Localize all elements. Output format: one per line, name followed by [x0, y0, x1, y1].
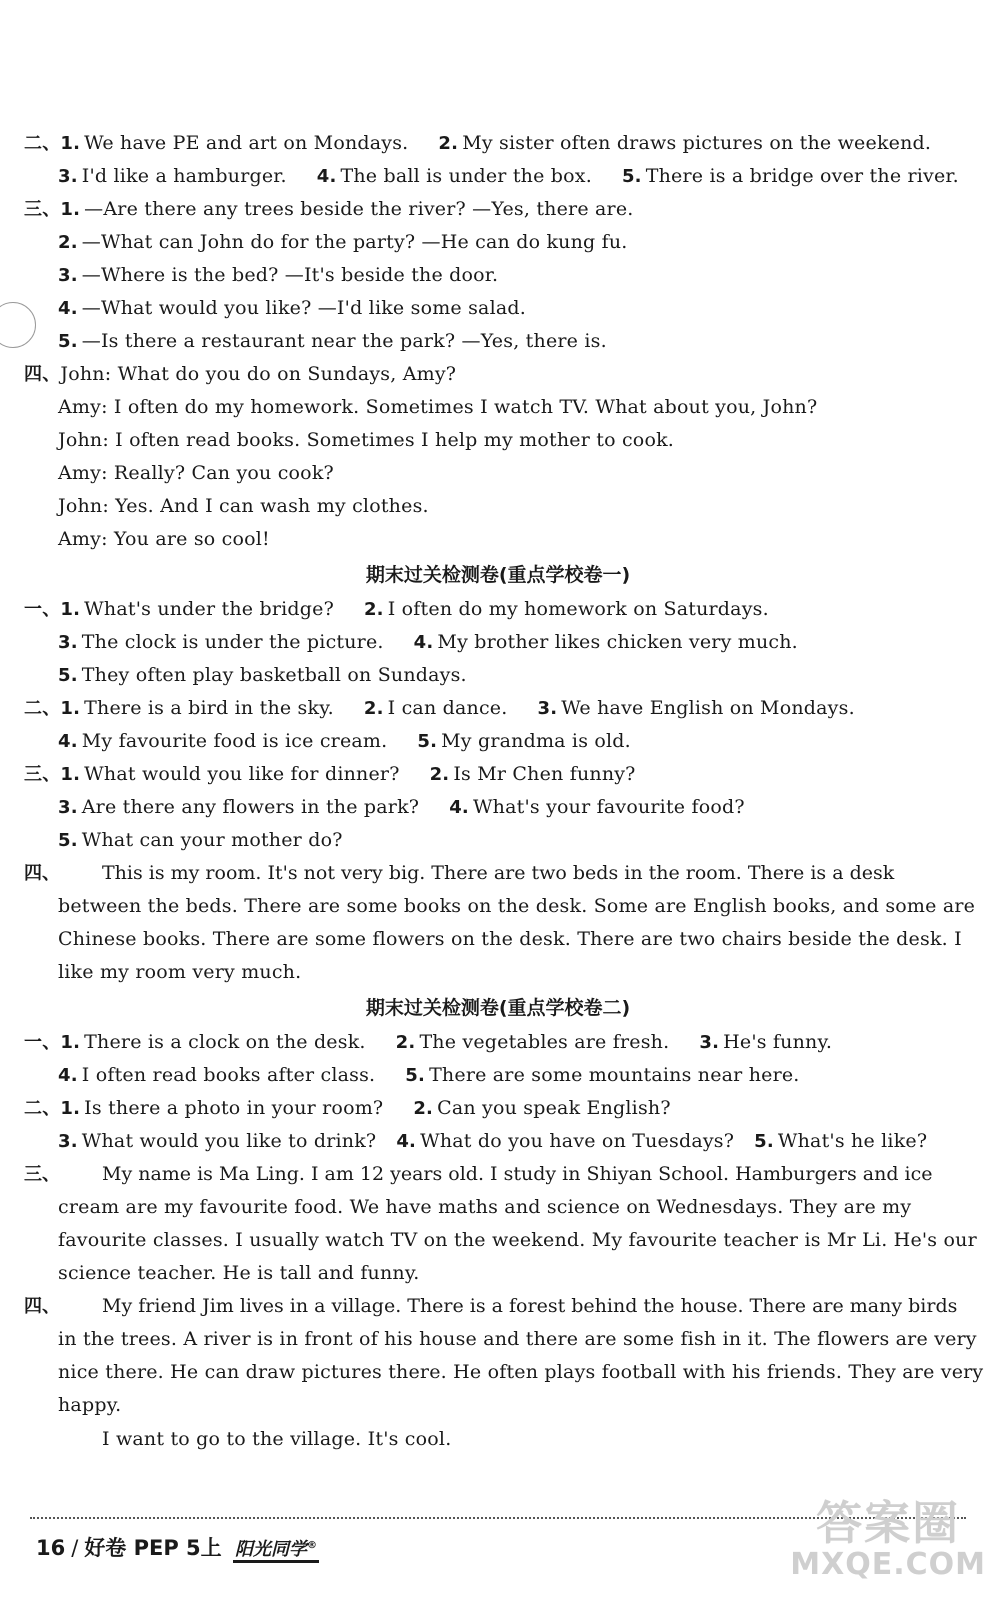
section-label: 一、: [24, 1032, 61, 1053]
a-s4-line4: Amy: Really? Can you cook?: [58, 462, 334, 484]
t1-s1-line3: 5. They often play basketball on Sundays.: [58, 664, 467, 686]
section-label: 二、: [24, 1098, 61, 1119]
a-s3-line1: 三、1. —Are there any trees beside the river? —Yes, there are.: [24, 198, 634, 220]
a-s2-line2: 3. I'd like a hamburger. 4. The ball is under the box. 5. There is a bridge over the river.: [58, 165, 959, 187]
a-s4-line1: 四、John: What do you do on Sundays, Amy?: [24, 363, 457, 385]
page-footer: 16 / 好卷 PEP 5上 阳光同学®: [36, 1532, 319, 1562]
t2-s3-line4: science teacher. He is tall and funny.: [58, 1262, 420, 1284]
section-label: 二、: [24, 133, 61, 154]
t2-s4-line5: I want to go to the village. It's cool.: [102, 1428, 452, 1450]
watermark-logo: 答案圈 MXQE.COM: [790, 1496, 986, 1582]
t2-s3-line3: favourite classes. I usually watch TV on the weekend. My favourite teacher is Mr Li. He's our: [58, 1229, 977, 1251]
t2-s3-line1: 三、 My name is Ma Ling. I am 12 years old. I study in Shiyan School. Hamburgers and ice: [24, 1161, 933, 1188]
t1-s1-line2: 3. The clock is under the picture. 4. My brother likes chicken very much.: [58, 631, 798, 653]
t2-s4-line3: nice there. He can draw pictures there. He often plays football with his friends. They are very: [58, 1361, 984, 1383]
t1-s3-line3: 5. What can your mother do?: [58, 829, 343, 851]
section-label: 三、: [24, 764, 61, 785]
a-s3-line5: 5. —Is there a restaurant near the park? —Yes, there is.: [58, 330, 607, 352]
t1-s2-line1: 二、1. There is a bird in the sky. 2. I can dance. 3. We have English on Mondays.: [24, 697, 855, 719]
t2-s4-line4: happy.: [58, 1394, 122, 1416]
test1-title: 期末过关检测卷(重点学校卷一): [365, 564, 631, 586]
a-s3-line4: 4. —What would you like? —I'd like some salad.: [58, 297, 526, 319]
t2-s1-line1: 一、1. There is a clock on the desk. 2. The vegetables are fresh. 3. He's funny.: [24, 1031, 833, 1053]
section-label: 一、: [24, 599, 61, 620]
a-s4-line6: Amy: You are so cool!: [58, 528, 270, 550]
t2-s3-line2: cream are my favourite food. We have maths and science on Wednesdays. They are my: [58, 1196, 912, 1218]
t1-s3-line1: 三、1. What would you like for dinner? 2. Is Mr Chen funny?: [24, 763, 636, 785]
t2-s4-line1: 四、 My friend Jim lives in a village. There is a forest behind the house. There are many birds: [24, 1293, 957, 1320]
a-s2-line1: 二、1. We have PE and art on Mondays. 2. My sister often draws pictures on the weekend.: [24, 132, 932, 154]
section-label: 三、: [24, 1164, 60, 1185]
a-s3-line3: 3. —Where is the bed? —It's beside the door.: [58, 264, 499, 286]
t1-s4-line4: like my room very much.: [58, 961, 302, 983]
book-title: 好卷 PEP 5上: [84, 1536, 222, 1560]
a-s3-line2: 2. —What can John do for the party? —He can do kung fu.: [58, 231, 628, 253]
page-number: 16: [36, 1536, 66, 1560]
section-label: 四、: [24, 364, 61, 385]
section-label: 四、: [24, 1296, 60, 1317]
t1-s4-line2: between the beds. There are some books on the desk. Some are English books, and some are: [58, 895, 976, 917]
a-s4-line2: Amy: I often do my homework. Sometimes I watch TV. What about you, John?: [58, 396, 818, 418]
section-label: 三、: [24, 199, 61, 220]
section-label: 二、: [24, 698, 61, 719]
t1-s4-line1: 四、 This is my room. It's not very big. There are two beds in the room. There is a desk: [24, 860, 894, 887]
t2-s2-line2: 3. What would you like to drink? 4. What do you have on Tuesdays? 5. What's he like?: [58, 1130, 928, 1152]
t2-s4-line2: in the trees. A river is in front of his house and there are some fish in it. The flowers are very: [58, 1328, 977, 1350]
t1-s4-line3: Chinese books. There are some flowers on the desk. There are two chairs beside the desk. I: [58, 928, 962, 950]
t2-s2-line1: 二、1. Is there a photo in your room? 2. Can you speak English?: [24, 1097, 671, 1119]
stamp-mark-icon: [0, 302, 36, 348]
section-label: 四、: [24, 863, 60, 884]
test2-title: 期末过关检测卷(重点学校卷二): [365, 997, 631, 1019]
t1-s2-line2: 4. My favourite food is ice cream. 5. My grandma is old.: [58, 730, 631, 752]
t2-s1-line2: 4. I often read books after class. 5. There are some mountains near here.: [58, 1064, 800, 1086]
brand-logo: 阳光同学®: [233, 1539, 319, 1563]
a-s4-line5: John: Yes. And I can wash my clothes.: [58, 495, 429, 517]
t1-s3-line2: 3. Are there any flowers in the park? 4. What's your favourite food?: [58, 796, 745, 818]
a-s4-line3: John: I often read books. Sometimes I help my mother to cook.: [58, 429, 675, 451]
t1-s1-line1: 一、1. What's under the bridge? 2. I often do my homework on Saturdays.: [24, 598, 769, 620]
